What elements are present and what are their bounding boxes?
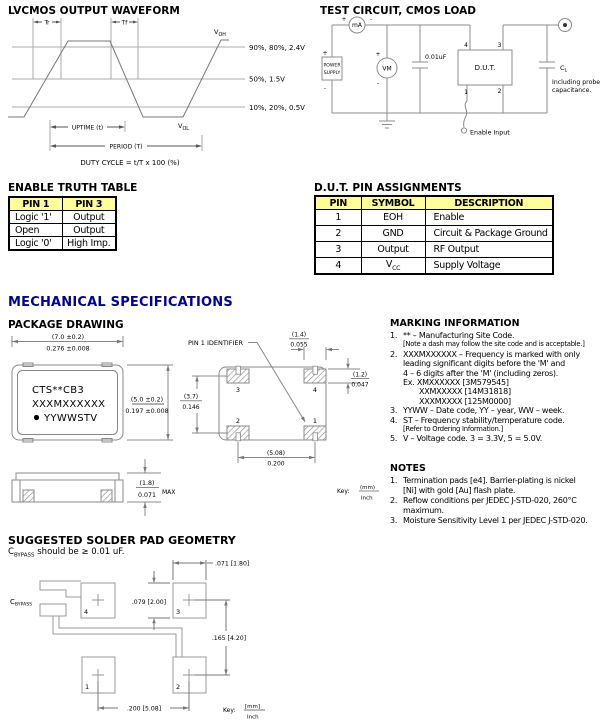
uptime-label: UPTIME (t) xyxy=(71,124,104,132)
pad-number-1: 1 xyxy=(312,417,318,425)
chip-marking-line2: XXXMXXXXXX xyxy=(32,399,106,410)
polarity-plus: + xyxy=(341,16,347,23)
body-height-mm: (5.0 ±0.2) xyxy=(130,396,164,404)
horizontal-pitch-dim: .200 [5.08] xyxy=(126,705,162,713)
list-item: XXXMXXXX [125M0000] xyxy=(419,396,511,406)
period-label: PERIOD (T) xyxy=(109,143,143,151)
pin-table-title: D.U.T. PIN ASSIGNMENTS xyxy=(314,182,462,194)
table-cell: Open xyxy=(9,224,62,237)
pin1-dot-marking xyxy=(34,415,39,420)
column-header: PIN 3 xyxy=(62,197,116,211)
column-header: SYMBOL xyxy=(361,196,425,210)
list-item: Ex. XMXXXXXX [3M579545] xyxy=(403,378,509,388)
table-cell: 3 xyxy=(315,242,361,258)
thickness-in: 0.071 xyxy=(137,492,157,499)
key-mm: (mm) xyxy=(360,485,376,491)
power-supply-label-1: POWER xyxy=(323,63,341,69)
cbypass-label: $C_{BYPASS}$ xyxy=(10,598,33,608)
key-mm: [mm] xyxy=(245,704,261,710)
dut-pin3: 3 xyxy=(497,42,502,49)
table-cell: Output xyxy=(361,242,425,258)
polarity-minus: - xyxy=(376,80,380,87)
test-circuit-diagram xyxy=(315,14,604,166)
key-label: Key: xyxy=(337,488,350,495)
solder-pad-title: SUGGESTED SOLDER PAD GEOMETRY xyxy=(8,534,236,547)
key-label: Key: xyxy=(223,707,236,714)
enable-input-terminal xyxy=(461,128,466,133)
vol-label: $V_{OL}$ xyxy=(178,122,189,132)
polarity-plus: + xyxy=(322,50,328,57)
table-cell: Logic '0' xyxy=(9,237,62,251)
bypass-cap-label: 0.01uF xyxy=(425,54,447,61)
voltmeter-label: VM xyxy=(382,65,392,73)
table-cell: Logic '1' xyxy=(9,211,62,224)
output-connector-dot xyxy=(563,23,567,27)
table-cell: Supply Voltage xyxy=(425,258,553,275)
notes-section xyxy=(390,463,604,526)
list-item: 1. ** – Manufacturing Site Code. xyxy=(390,331,515,340)
ammeter-label: mA xyxy=(352,22,362,30)
vertical-pitch-dim: .165 [4.20] xyxy=(211,635,247,642)
polarity-plus: + xyxy=(375,51,381,58)
list-item: 2. Reflow conditions per JEDEC J-STD-020, 260°C xyxy=(390,496,577,505)
package-drawing-diagram xyxy=(8,330,380,532)
package-drawing-title: PACKAGE DRAWING xyxy=(8,319,124,331)
chip-marking-line1: CTS**CB3 xyxy=(32,385,85,396)
pad-height-dim: .079 [2.00] xyxy=(131,599,167,606)
list-item: [Refer to Ordering Information.] xyxy=(403,425,503,434)
enable-truth-table xyxy=(8,196,117,251)
pad-height-mm: (1.2) xyxy=(352,371,368,379)
cl-label: $C_L$ xyxy=(560,64,568,74)
body-width-in: 0.276 ±0.008 xyxy=(46,345,90,353)
dut-pin1: 1 xyxy=(464,89,468,96)
table-cell: Output xyxy=(62,211,116,224)
marking-information xyxy=(390,318,604,444)
table-header-row xyxy=(9,197,116,211)
pad-pitch-in: 0.200 xyxy=(267,460,285,468)
thickness-max: MAX xyxy=(162,489,176,496)
pad-number-4: 4 xyxy=(312,386,318,394)
marking-title: MARKING INFORMATION xyxy=(390,318,520,329)
column-header: PIN xyxy=(315,196,361,210)
duty-cycle-label: DUTY CYCLE = t/T x 100 (%) xyxy=(80,159,180,167)
table-cell: EOH xyxy=(361,210,425,226)
polarity-minus: - xyxy=(369,16,373,23)
key-inch: Inch xyxy=(361,495,373,502)
table-cell: 1 xyxy=(315,210,361,226)
table-row xyxy=(315,226,553,242)
tf-label: Tf xyxy=(121,20,128,27)
pad-number-1: 1 xyxy=(85,683,90,691)
list-item: XXMXXXXX [14M31818] xyxy=(419,387,511,397)
table-cell: Enable xyxy=(425,210,553,226)
table-row xyxy=(315,242,553,258)
arrowheads xyxy=(98,561,228,709)
column-header: DESCRIPTION xyxy=(425,196,553,210)
list-item: 3. Moisture Sensitivity Level 1 per JEDEC J-STD-020. xyxy=(390,516,588,525)
circuit-title: TEST CIRCUIT, CMOS LOAD xyxy=(320,5,476,17)
voh-label: $V_{OH}$ xyxy=(214,28,226,38)
table-cell: 2 xyxy=(315,226,361,242)
ground-symbol xyxy=(379,113,395,128)
solder-pad-subtitle: $C_{BYPASS}$ should be ≥ 0.01 uF. xyxy=(8,547,125,559)
table-cell: GND xyxy=(361,226,425,242)
list-item: 2. XXXMXXXXXX – Frequency is marked with only xyxy=(390,349,580,359)
key-inch: Inch xyxy=(247,714,259,720)
pad-span-in: 0.146 xyxy=(182,404,200,411)
level-low-label: 10%, 20%, 0.5V xyxy=(249,104,305,112)
pad-number-2: 2 xyxy=(176,683,181,691)
lvcmos-waveform-diagram xyxy=(8,18,305,170)
pad-span-mm: (3.7) xyxy=(183,393,199,401)
list-item: [Ni] with gold [Au] flash plate. xyxy=(403,486,516,495)
tr-label: Tr xyxy=(44,20,50,27)
power-supply-box xyxy=(322,57,342,80)
pad-number-2: 2 xyxy=(235,417,241,425)
package-bottom-view xyxy=(219,366,326,441)
package-side-view xyxy=(12,473,123,502)
table-header-row xyxy=(315,196,553,210)
polarity-minus: - xyxy=(323,85,327,92)
dut-pin-table xyxy=(314,195,554,275)
pad-width-in: 0.055 xyxy=(290,341,308,349)
notes-title: NOTES xyxy=(390,463,426,474)
pad-height-in: 0.047 xyxy=(351,381,369,389)
pad-width-mm: (1.4) xyxy=(291,331,307,339)
pad-number-3: 3 xyxy=(176,608,181,616)
dut-pin4: 4 xyxy=(464,42,468,49)
list-item: 1. Termination pads [e4]. Barrier-plating is nickel xyxy=(390,476,576,485)
table-row xyxy=(9,224,116,237)
table-cell: High Imp. xyxy=(62,237,116,251)
list-item: 4 – 6 digits after the 'M' (including zeros). xyxy=(403,368,559,378)
dut-pin2: 2 xyxy=(497,88,502,95)
solder-pad-diagram xyxy=(8,552,300,720)
level-high-label: 90%, 80%, 2.4V xyxy=(249,44,305,52)
list-item: 3. YYWW – Date code, YY – year, WW – week. xyxy=(390,406,565,416)
cl-note-1: Including probe xyxy=(552,79,601,86)
pad-number-4: 4 xyxy=(84,608,89,616)
column-header: PIN 1 xyxy=(9,197,62,211)
body-height-in: 0.197 ±0.008 xyxy=(125,408,169,415)
circuit-wires xyxy=(322,17,572,133)
chip-marking-line3: YYWWSTV xyxy=(44,413,98,424)
list-item: leading significant digits before the 'M' and xyxy=(403,359,565,369)
list-item: [Note a dash may follow the site code and is acceptable.] xyxy=(403,340,585,349)
waveform-title: LVCMOS OUTPUT WAVEFORM xyxy=(8,5,180,17)
dut-label: D.U.T. xyxy=(474,64,496,72)
pin1-identifier-label: PIN 1 IDENTIFIER xyxy=(188,339,244,347)
table-cell: $V_{CC}$ xyxy=(361,258,425,275)
thickness-mm: (1.8) xyxy=(139,480,155,487)
table-cell: 4 xyxy=(315,258,361,275)
cl-note-2: capacitance. xyxy=(552,87,592,94)
table-row xyxy=(9,211,116,224)
level-mid-label: 50%, 1.5V xyxy=(249,75,285,84)
list-item: maximum. xyxy=(403,506,444,515)
arrowheads xyxy=(33,21,202,148)
table-cell: Output xyxy=(62,224,116,237)
pad-pitch-mm: (5.08) xyxy=(266,450,286,457)
truth-table-title: ENABLE TRUTH TABLE xyxy=(8,182,138,194)
table-row xyxy=(315,210,553,226)
table-cell: RF Output xyxy=(425,242,553,258)
table-row xyxy=(9,237,116,251)
mechanical-specs-title: MECHANICAL SPECIFICATIONS xyxy=(8,295,233,310)
enable-input-label: Enable Input xyxy=(470,129,510,137)
list-item: 4. ST – Frequency stability/temperature code. xyxy=(390,415,565,425)
pad-width-dim: .071 [1.80] xyxy=(215,560,250,568)
body-width-mm: (7.0 ±0.2) xyxy=(51,334,85,341)
pad-number-3: 3 xyxy=(235,386,241,394)
table-cell: Circuit & Package Ground xyxy=(425,226,553,242)
table-row xyxy=(315,258,553,275)
power-supply-label-2: SUPPLY xyxy=(323,71,341,76)
list-item: 5. V – Voltage code. 3 = 3.3V, 5 = 5.0V. xyxy=(390,434,542,444)
